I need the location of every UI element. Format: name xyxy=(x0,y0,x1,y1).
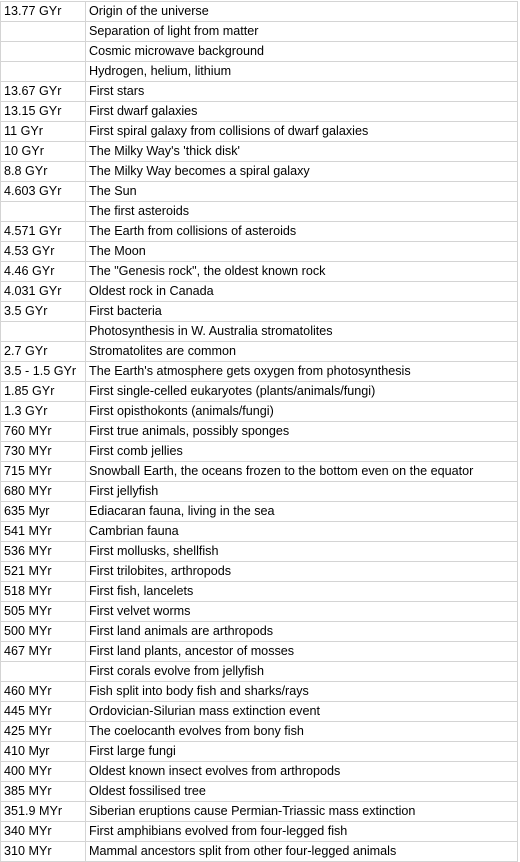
date-cell[interactable]: 760 MYr xyxy=(1,422,86,442)
event-cell[interactable]: First single-celled eukaryotes (plants/animals/fungi) xyxy=(86,382,518,402)
date-cell[interactable]: 310 MYr xyxy=(1,842,86,862)
date-cell[interactable]: 3.5 - 1.5 GYr xyxy=(1,362,86,382)
table-row xyxy=(1,342,518,362)
event-cell[interactable]: Snowball Earth, the oceans frozen to the bottom even on the equator xyxy=(86,462,518,482)
event-cell[interactable]: Origin of the universe xyxy=(86,2,518,22)
date-cell[interactable] xyxy=(1,322,86,342)
event-cell[interactable]: Ordovician-Silurian mass extinction event xyxy=(86,702,518,722)
date-cell[interactable]: 500 MYr xyxy=(1,622,86,642)
date-cell[interactable] xyxy=(1,202,86,222)
table-row xyxy=(1,662,518,682)
event-cell[interactable]: Ediacaran fauna, living in the sea xyxy=(86,502,518,522)
table-row xyxy=(1,602,518,622)
table-row xyxy=(1,242,518,262)
event-cell[interactable]: Hydrogen, helium, lithium xyxy=(86,62,518,82)
table-row xyxy=(1,2,518,22)
table-row xyxy=(1,202,518,222)
table-row xyxy=(1,102,518,122)
event-cell[interactable]: First dwarf galaxies xyxy=(86,102,518,122)
table-row xyxy=(1,702,518,722)
event-cell[interactable]: The Earth from collisions of asteroids xyxy=(86,222,518,242)
table-row xyxy=(1,482,518,502)
date-cell[interactable]: 460 MYr xyxy=(1,682,86,702)
date-cell[interactable]: 2.7 GYr xyxy=(1,342,86,362)
event-cell[interactable]: First large fungi xyxy=(86,742,518,762)
date-cell[interactable] xyxy=(1,662,86,682)
date-cell[interactable]: 13.15 GYr xyxy=(1,102,86,122)
date-cell[interactable]: 505 MYr xyxy=(1,602,86,622)
table-row xyxy=(1,262,518,282)
table-row xyxy=(1,442,518,462)
date-cell[interactable]: 400 MYr xyxy=(1,762,86,782)
date-cell[interactable]: 1.85 GYr xyxy=(1,382,86,402)
table-row xyxy=(1,582,518,602)
table-row xyxy=(1,622,518,642)
date-cell[interactable]: 4.031 GYr xyxy=(1,282,86,302)
event-cell[interactable]: First corals evolve from jellyfish xyxy=(86,662,518,682)
event-cell[interactable]: The Earth's atmosphere gets oxygen from photosynthesis xyxy=(86,362,518,382)
event-cell[interactable]: Oldest rock in Canada xyxy=(86,282,518,302)
date-cell[interactable]: 13.67 GYr xyxy=(1,82,86,102)
date-cell[interactable]: 680 MYr xyxy=(1,482,86,502)
event-cell[interactable]: First mollusks, shellfish xyxy=(86,542,518,562)
table-row xyxy=(1,362,518,382)
event-cell[interactable]: First amphibians evolved from four-legged fish xyxy=(86,822,518,842)
event-cell[interactable]: First comb jellies xyxy=(86,442,518,462)
date-cell[interactable] xyxy=(1,42,86,62)
date-cell[interactable]: 385 MYr xyxy=(1,782,86,802)
date-cell[interactable] xyxy=(1,62,86,82)
date-cell[interactable] xyxy=(1,22,86,42)
date-cell[interactable]: 635 Myr xyxy=(1,502,86,522)
table-row xyxy=(1,722,518,742)
date-cell[interactable]: 410 Myr xyxy=(1,742,86,762)
timeline-table xyxy=(0,1,518,862)
table-row xyxy=(1,642,518,662)
table-row xyxy=(1,302,518,322)
table-row xyxy=(1,82,518,102)
date-cell[interactable]: 10 GYr xyxy=(1,142,86,162)
event-cell[interactable]: The Milky Way's 'thick disk' xyxy=(86,142,518,162)
event-cell[interactable]: First land animals are arthropods xyxy=(86,622,518,642)
table-row xyxy=(1,462,518,482)
date-cell[interactable]: 445 MYr xyxy=(1,702,86,722)
table-row xyxy=(1,182,518,202)
table-row xyxy=(1,562,518,582)
table-row xyxy=(1,402,518,422)
table-row xyxy=(1,422,518,442)
date-cell[interactable]: 3.5 GYr xyxy=(1,302,86,322)
date-cell[interactable]: 521 MYr xyxy=(1,562,86,582)
date-cell[interactable]: 541 MYr xyxy=(1,522,86,542)
event-cell[interactable]: The "Genesis rock", the oldest known rock xyxy=(86,262,518,282)
table-row xyxy=(1,802,518,822)
table-row xyxy=(1,842,518,862)
table-row xyxy=(1,162,518,182)
date-cell[interactable]: 536 MYr xyxy=(1,542,86,562)
event-cell[interactable]: First opisthokonts (animals/fungi) xyxy=(86,402,518,422)
event-cell[interactable]: Siberian eruptions cause Permian-Triassic mass extinction xyxy=(86,802,518,822)
event-cell[interactable]: Fish split into body fish and sharks/rays xyxy=(86,682,518,702)
date-cell[interactable]: 4.571 GYr xyxy=(1,222,86,242)
table-row xyxy=(1,42,518,62)
table-row xyxy=(1,142,518,162)
date-cell[interactable]: 11 GYr xyxy=(1,122,86,142)
event-cell[interactable]: First trilobites, arthropods xyxy=(86,562,518,582)
date-cell[interactable]: 8.8 GYr xyxy=(1,162,86,182)
event-cell[interactable]: Stromatolites are common xyxy=(86,342,518,362)
date-cell[interactable]: 715 MYr xyxy=(1,462,86,482)
table-row xyxy=(1,282,518,302)
table-row xyxy=(1,682,518,702)
date-cell[interactable]: 467 MYr xyxy=(1,642,86,662)
table-row xyxy=(1,22,518,42)
date-cell[interactable]: 351.9 MYr xyxy=(1,802,86,822)
event-cell[interactable]: First bacteria xyxy=(86,302,518,322)
event-cell[interactable]: Photosynthesis in W. Australia stromatolites xyxy=(86,322,518,342)
event-cell[interactable]: First true animals, possibly sponges xyxy=(86,422,518,442)
table-row xyxy=(1,502,518,522)
table-row xyxy=(1,822,518,842)
table-row xyxy=(1,322,518,342)
event-cell[interactable]: Oldest fossilised tree xyxy=(86,782,518,802)
date-cell[interactable]: 425 MYr xyxy=(1,722,86,742)
timeline-body xyxy=(1,2,518,862)
event-cell[interactable]: Cosmic microwave background xyxy=(86,42,518,62)
event-cell[interactable]: The first asteroids xyxy=(86,202,518,222)
event-cell[interactable]: Separation of light from matter xyxy=(86,22,518,42)
date-cell[interactable]: 730 MYr xyxy=(1,442,86,462)
table-row xyxy=(1,62,518,82)
event-cell[interactable]: Oldest known insect evolves from arthropods xyxy=(86,762,518,782)
table-row xyxy=(1,222,518,242)
event-cell[interactable]: First jellyfish xyxy=(86,482,518,502)
date-cell[interactable]: 340 MYr xyxy=(1,822,86,842)
table-row xyxy=(1,742,518,762)
table-row xyxy=(1,542,518,562)
date-cell[interactable]: 4.46 GYr xyxy=(1,262,86,282)
event-cell[interactable]: The Milky Way becomes a spiral galaxy xyxy=(86,162,518,182)
table-row xyxy=(1,122,518,142)
date-cell[interactable]: 518 MYr xyxy=(1,582,86,602)
event-cell[interactable]: Mammal ancestors split from other four-legged animals xyxy=(86,842,518,862)
date-cell[interactable]: 4.603 GYr xyxy=(1,182,86,202)
table-row xyxy=(1,522,518,542)
table-row xyxy=(1,382,518,402)
event-cell[interactable]: First spiral galaxy from collisions of dwarf galaxies xyxy=(86,122,518,142)
date-cell[interactable]: 13.77 GYr xyxy=(1,2,86,22)
event-cell[interactable]: First fish, lancelets xyxy=(86,582,518,602)
event-cell[interactable]: The Moon xyxy=(86,242,518,262)
event-cell[interactable]: Cambrian fauna xyxy=(86,522,518,542)
event-cell[interactable]: First velvet worms xyxy=(86,602,518,622)
table-row xyxy=(1,782,518,802)
table-row xyxy=(1,762,518,782)
date-cell[interactable]: 1.3 GYr xyxy=(1,402,86,422)
event-cell[interactable]: The coelocanth evolves from bony fish xyxy=(86,722,518,742)
event-cell[interactable]: The Sun xyxy=(86,182,518,202)
event-cell[interactable]: First stars xyxy=(86,82,518,102)
date-cell[interactable]: 4.53 GYr xyxy=(1,242,86,262)
event-cell[interactable]: First land plants, ancestor of mosses xyxy=(86,642,518,662)
